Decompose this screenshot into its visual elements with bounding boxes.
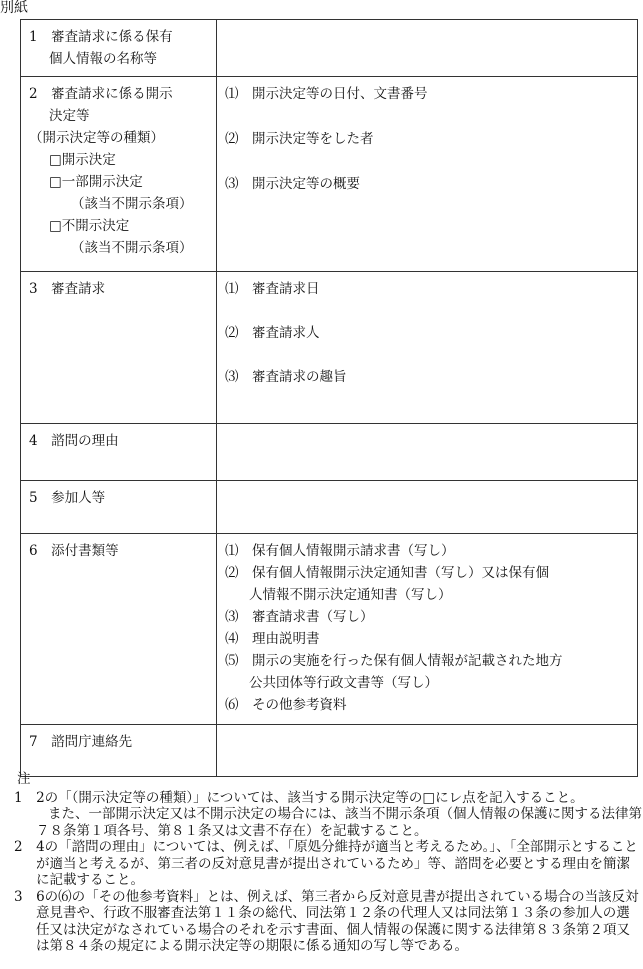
attachment-label: 別紙 <box>0 0 28 16</box>
label-cell <box>21 534 217 725</box>
list-item: ⑴ 保有個人情報開示請求書（写し） <box>225 543 455 559</box>
list-item: ⑵ 審査請求人 <box>225 325 320 341</box>
checkbox-partial-disclose[interactable]: □一部開示決定 <box>49 174 143 190</box>
label-cell <box>21 725 217 777</box>
list-item: ⑹ その他参考資料 <box>225 697 347 713</box>
list-item: ⑴ 開示決定等の日付、文書番号 <box>225 86 428 102</box>
row-personal-info-name <box>21 20 638 77</box>
label-line: 7 諮問庁連絡先 <box>29 734 133 750</box>
value-cell <box>217 77 638 272</box>
list-item: ⑷ 理由説明書 <box>225 631 320 647</box>
list-item: ⑶ 審査請求書（写し） <box>225 609 374 625</box>
list-item: ⑶ 開示決定等の概要 <box>225 176 360 192</box>
value-cell <box>217 272 638 424</box>
notes-title: 注 <box>17 771 31 787</box>
value-cell <box>217 20 638 77</box>
row-attachments <box>21 534 638 725</box>
list-item: ⑵ 保有個人情報開示決定通知書（写し）又は保有個 <box>225 565 549 581</box>
non-disclosure-clause-label: （該当不開示条項） <box>71 240 193 256</box>
checkbox-disclose[interactable]: □開示決定 <box>49 152 116 168</box>
label-line: 3 審査請求 <box>29 281 106 297</box>
label-cell <box>21 20 217 77</box>
row-disclosure-decision <box>21 77 638 272</box>
note-item: また、一部開示決定又は不開示決定の場合には、該当不開示条項（個人情報の保護に関する法律第７８条第１項各号、第８１条又は文書不存在）を記載すること。 <box>36 806 642 839</box>
list-item-continued: 公共団体等行政文書等（写し） <box>249 675 438 691</box>
value-cell <box>217 424 638 481</box>
label-line: 4 諮問の理由 <box>29 433 119 449</box>
label-line: 1 審査請求に係る保有 <box>29 29 173 45</box>
list-item-continued: 人情報不開示決定通知書（写し） <box>249 587 452 603</box>
value-cell <box>217 481 638 534</box>
decision-kind-label: （開示決定等の種類） <box>29 130 164 146</box>
note-item: 3 6の⑹の「その他参考資料」とは、例えば、第三者から反対意見書が提出されている場合の当該反対意見書や、行政不服審査法第１１条の総代、同法第１２条の代理人又は同法第１３条の参加人の選任又は決定がなされている場合のそれを示す書面、個人情報の保護に関する法律第８３条第２項又は第８４条の規定による開示決定等の期限に係る通知の写し等である。 <box>14 888 639 954</box>
label-cell <box>21 77 217 272</box>
row-contact <box>21 725 638 777</box>
label-cell <box>21 481 217 534</box>
list-item: ⑸ 開示の実施を行った保有個人情報が記載された地方 <box>225 653 563 669</box>
label-cell <box>21 424 217 481</box>
row-participants <box>21 481 638 534</box>
label-line: 5 参加人等 <box>29 490 106 506</box>
list-item: ⑶ 審査請求の趣旨 <box>225 369 347 385</box>
row-inquiry-reason <box>21 424 638 481</box>
form-table <box>20 19 638 777</box>
label-line: 決定等 <box>49 108 90 124</box>
checkbox-non-disclose[interactable]: □不開示決定 <box>49 218 130 234</box>
non-disclosure-clause-label: （該当不開示条項） <box>71 196 193 212</box>
notes-section <box>0 771 643 955</box>
note-item: 1 2の「（開示決定等の種類）」については、該当する開示決定等の□にレ点を記入すること。 <box>14 789 584 806</box>
value-cell <box>217 534 638 725</box>
value-cell <box>217 725 638 777</box>
list-item: ⑵ 開示決定等をした者 <box>225 131 374 147</box>
list-item: ⑴ 審査請求日 <box>225 281 320 297</box>
label-line: 2 審査請求に係る開示 <box>29 86 173 102</box>
label-line: 個人情報の名称等 <box>49 51 157 67</box>
row-review-request <box>21 272 638 424</box>
label-line: 6 添付書類等 <box>29 543 119 559</box>
note-item: 2 4の「諮問の理由」については、例えば、「原処分維持が適当と考えるため。」、「全部開示とすることが適当と考えるが、第三者の反対意見書が提出されているため」等、諮問を必要とする理由を簡潔に記載すること。 <box>14 839 638 888</box>
label-cell <box>21 272 217 424</box>
